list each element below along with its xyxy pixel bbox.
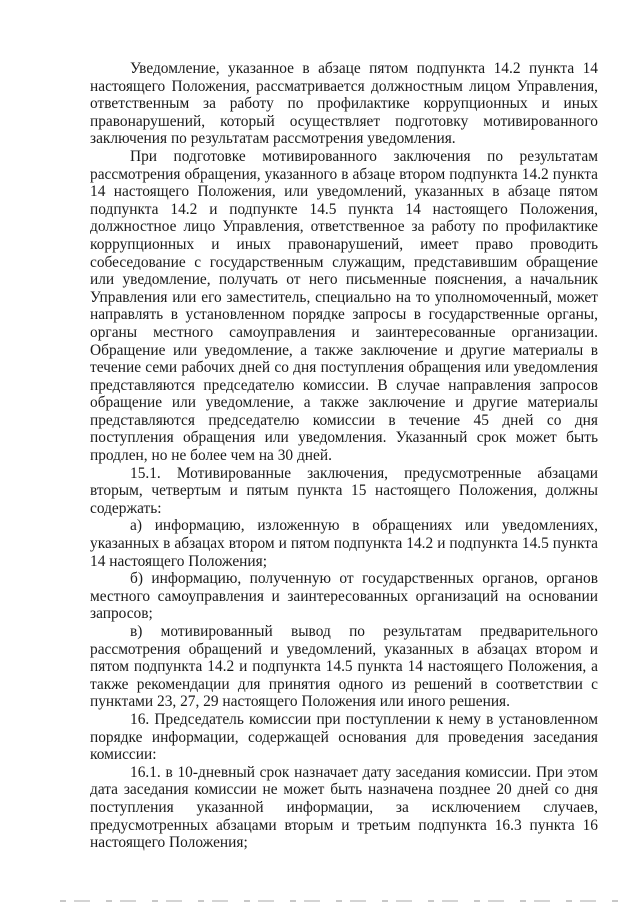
paragraph-15-1-a: а) информацию, изложенную в обращениях или уведомлениях, указанных в абзацах втором и пятом подпункта 14.2 и подпункта 14.5 пункта 14 настоящего Положения; [90,517,598,570]
paragraph-15-1-b: б) информацию, полученную от государственных органов, органов местного самоуправления и заинтересованных организаций на основании запросов; [90,570,598,623]
paragraph-15-1-v: в) мотивированный вывод по результатам предварительного рассмотрения обращений и уведомлений, указанных в абзацах втором и пятом подпункта 14.2 и подпункта 14.5 пункта 14 настоящего Положения, а также рекомендации для принятия одного из решений в соответствии с пунктами 23, 27, 29 настоящего Положения или иного решения. [90,623,598,711]
paragraph-16-1: 16.1. в 10-дневный срок назначает дату заседания комиссии. При этом дата заседания комиссии не может быть назначена позднее 20 дней со дня поступления указанной информации, за исключением случаев, предусмотренных абзацами вторым и третьим подпункта 16.3 пункта 16 настоящего Положения; [90,763,598,852]
paragraph-notification-review: Уведомление, указанное в абзаце пятом подпункта 14.2 пункта 14 настоящего Положения, рассматривается должностным лицом Управления, ответственным за работу по профилактике коррупционных и иных правонарушений, который осуществляет подготовку мотивированного заключения по результатам рассмотрения уведомления. [90,60,598,148]
document-page [90,60,598,852]
paragraph-15-1: 15.1. Мотивированные заключения, предусмотренные абзацами вторым, четвертым и пятым пункта 15 настоящего Положения, должны содержать: [90,464,598,517]
paragraph-16: 16. Председатель комиссии при поступлении к нему в установленном порядке информации, содержащей основания для проведения заседания комиссии: [90,710,598,764]
scan-bottom-edge [60,900,620,902]
paragraph-conclusion-preparation: При подготовке мотивированного заключения по результатам рассмотрения обращения, указанного в абзаце втором подпункта 14.2 пункта 14 настоящего Положения, или уведомлений, указанных в абзаце пятом подпункта 14.2 и подпункте 14.5 пункта 14 настоящего Положения, должностное лицо Управления, ответственное за работу по профилактике коррупционных и иных правонарушений, имеет право проводить собеседование с государственным служащим, представившим обращение или уведомление, получать от него письменные пояснения, а начальник Управления или его заместитель, специально на то уполномоченный, может направлять в установленном порядке запросы в государственные органы, органы местного самоуправления и заинтересованные организации. Обращение или уведомление, а также заключение и другие материалы в течение семи рабочих дней со дня поступления обращения или уведомления представляются председателю комиссии. В случае направления запросов обращение или уведомление, а также заключение и другие материалы представляются председателю комиссии в течение 45 дней со дня поступления обращения или уведомления. Указанный срок может быть продлен, но не более чем на 30 дней. [90,147,598,465]
